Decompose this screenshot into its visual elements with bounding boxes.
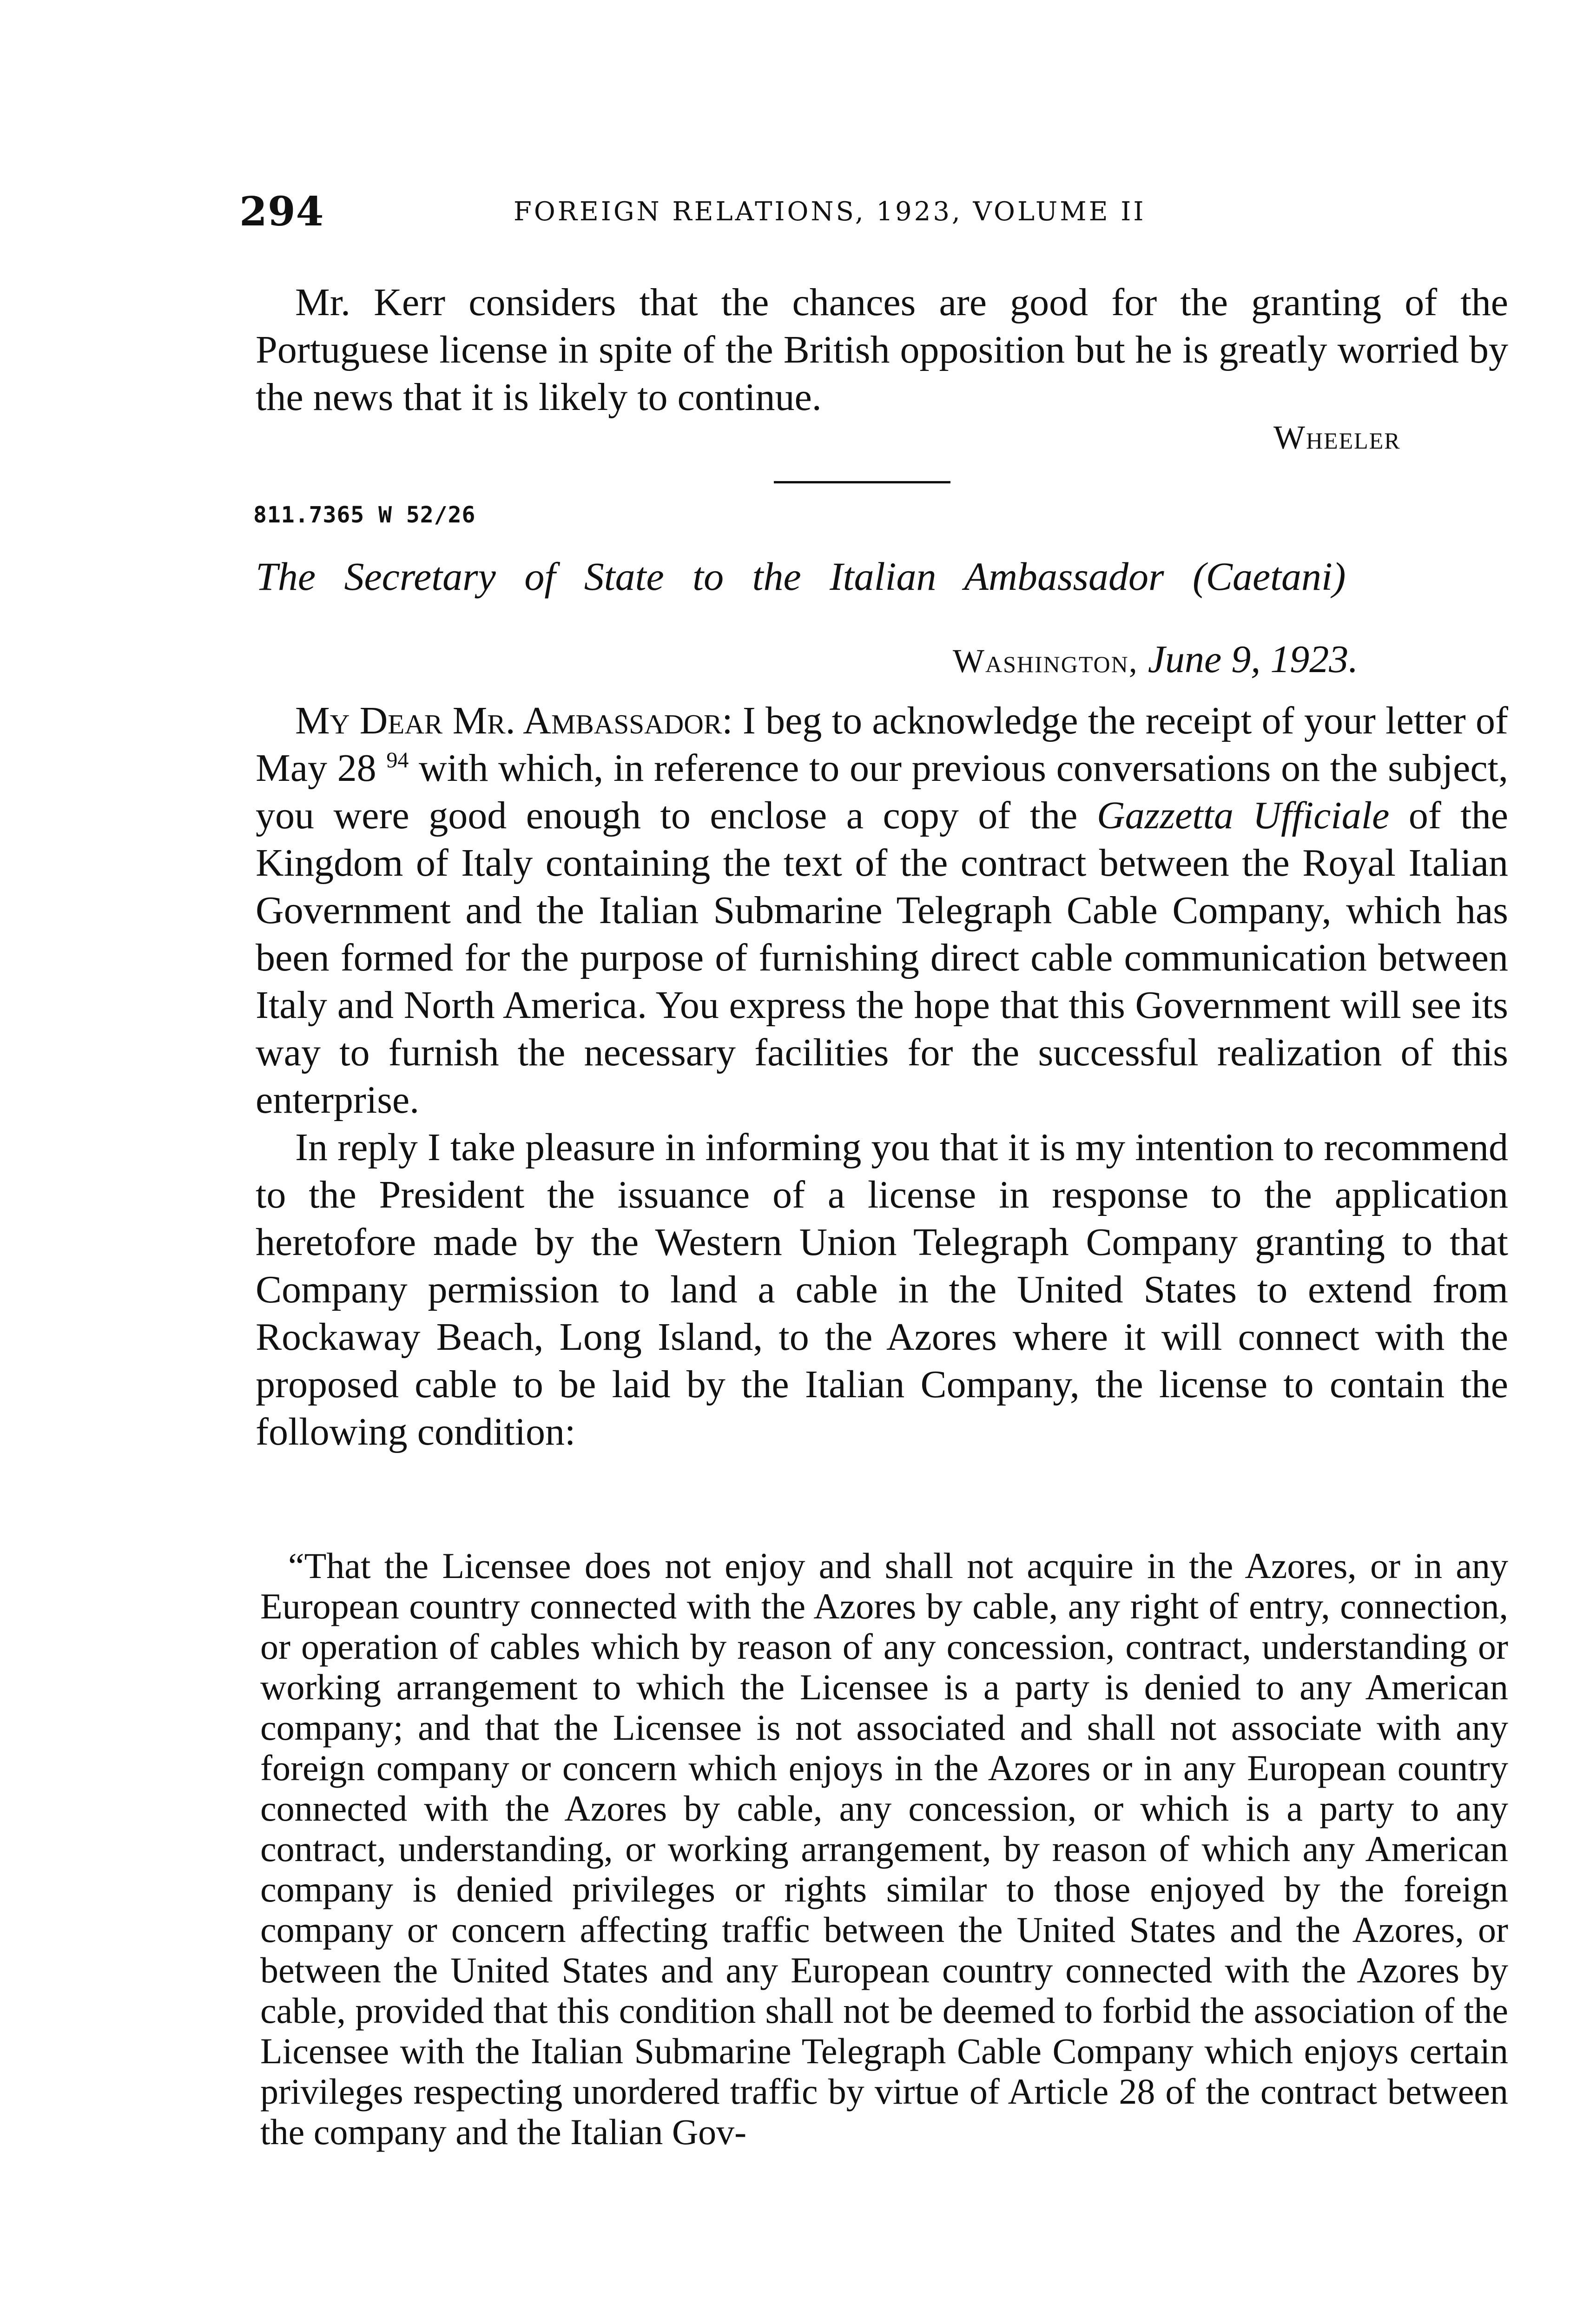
file-reference: 811.7365 W 52/26 [253, 502, 476, 528]
footnote-reference: 94 [386, 748, 409, 772]
section-divider [774, 481, 950, 483]
letter-body [256, 697, 1508, 1456]
paragraph-1 [256, 697, 1508, 1124]
quoted-condition: “That the Licensee does not enjoy and shall not acquire in the Azores, or in any European country connected with the Azores by cable, any right of entry, connection, or operation of cables which by reason of any concession, contract, understanding or working arrangement to which the Licensee is a party is denied to any American company; and that the Licensee is not associated and shall not associate with any foreign company or concern which enjoys in the Azores or in any European country connected with the Azores by cable, any concession, or which is a party to any contract, understanding, or working arrangement, by reason of which any American company is denied privileges or rights similar to those enjoyed by the foreign company or concern affecting traffic between the United States and the Azores, or between the United States and any European country connected with the Azores by cable, provided that this condition shall not be deemed to forbid the association of the Licensee with the Italian Submarine Telegraph Cable Company which enjoys certain privileges respecting unordered traffic by virtue of Article 28 of the contract between the company and the Italian Gov- [260, 1545, 1508, 2152]
dateline-place: Washington, [953, 642, 1138, 680]
paragraph-1-part-1: I beg to acknowledge the receipt of your letter of May 28 [256, 699, 1508, 790]
page-header [239, 188, 1513, 235]
preceding-paragraph [256, 279, 1508, 421]
paragraph-1-part-3: of the Kingdom of Italy containing the text of the contract between the Royal Italian Government and the Italian Submarine Telegraph Cable Company, which has been formed for the purpose of furnishing direct cable communication between Italy and North America. You express the hope that this Government will see its way to furnish the necessary facilities for the successful realization of this enterprise. [256, 794, 1509, 1122]
closing-paragraph: Mr. Kerr considers that the chances are good for the granting of the Portuguese license in spite of the British opposition but he is greatly worried by the news that it is likely to continue. [256, 281, 1508, 419]
paragraph-1-part-2: with which, in reference to our previous conversations on the subject, you were good enough to enclose a copy of the [256, 746, 1508, 837]
publication-title: Gazzetta Ufficiale [1096, 794, 1390, 837]
paragraph-2: In reply I take pleasure in informing you that it is my intention to recommend to the President the issuance of a license in response to the application heretofore made by the Western Union Telegraph Company granting to that Company permission to land a cable in the United States to extend from Rockaway Beach, Long Island, to the Azores where it will connect with the proposed cable to be laid by the Italian Company, the license to contain the following condition: [256, 1126, 1508, 1453]
dateline-date: June 9, 1923. [1148, 638, 1359, 681]
dateline [953, 637, 1358, 682]
document-title: The Secretary of State to the Italian Ambassador (Caetani) [256, 554, 1346, 599]
page-number: 294 [239, 188, 324, 235]
salutation: My Dear Mr. Ambassador: [295, 699, 733, 742]
running-head: FOREIGN RELATIONS, 1923, VOLUME II [514, 197, 1146, 227]
signature: Wheeler [1273, 419, 1401, 456]
